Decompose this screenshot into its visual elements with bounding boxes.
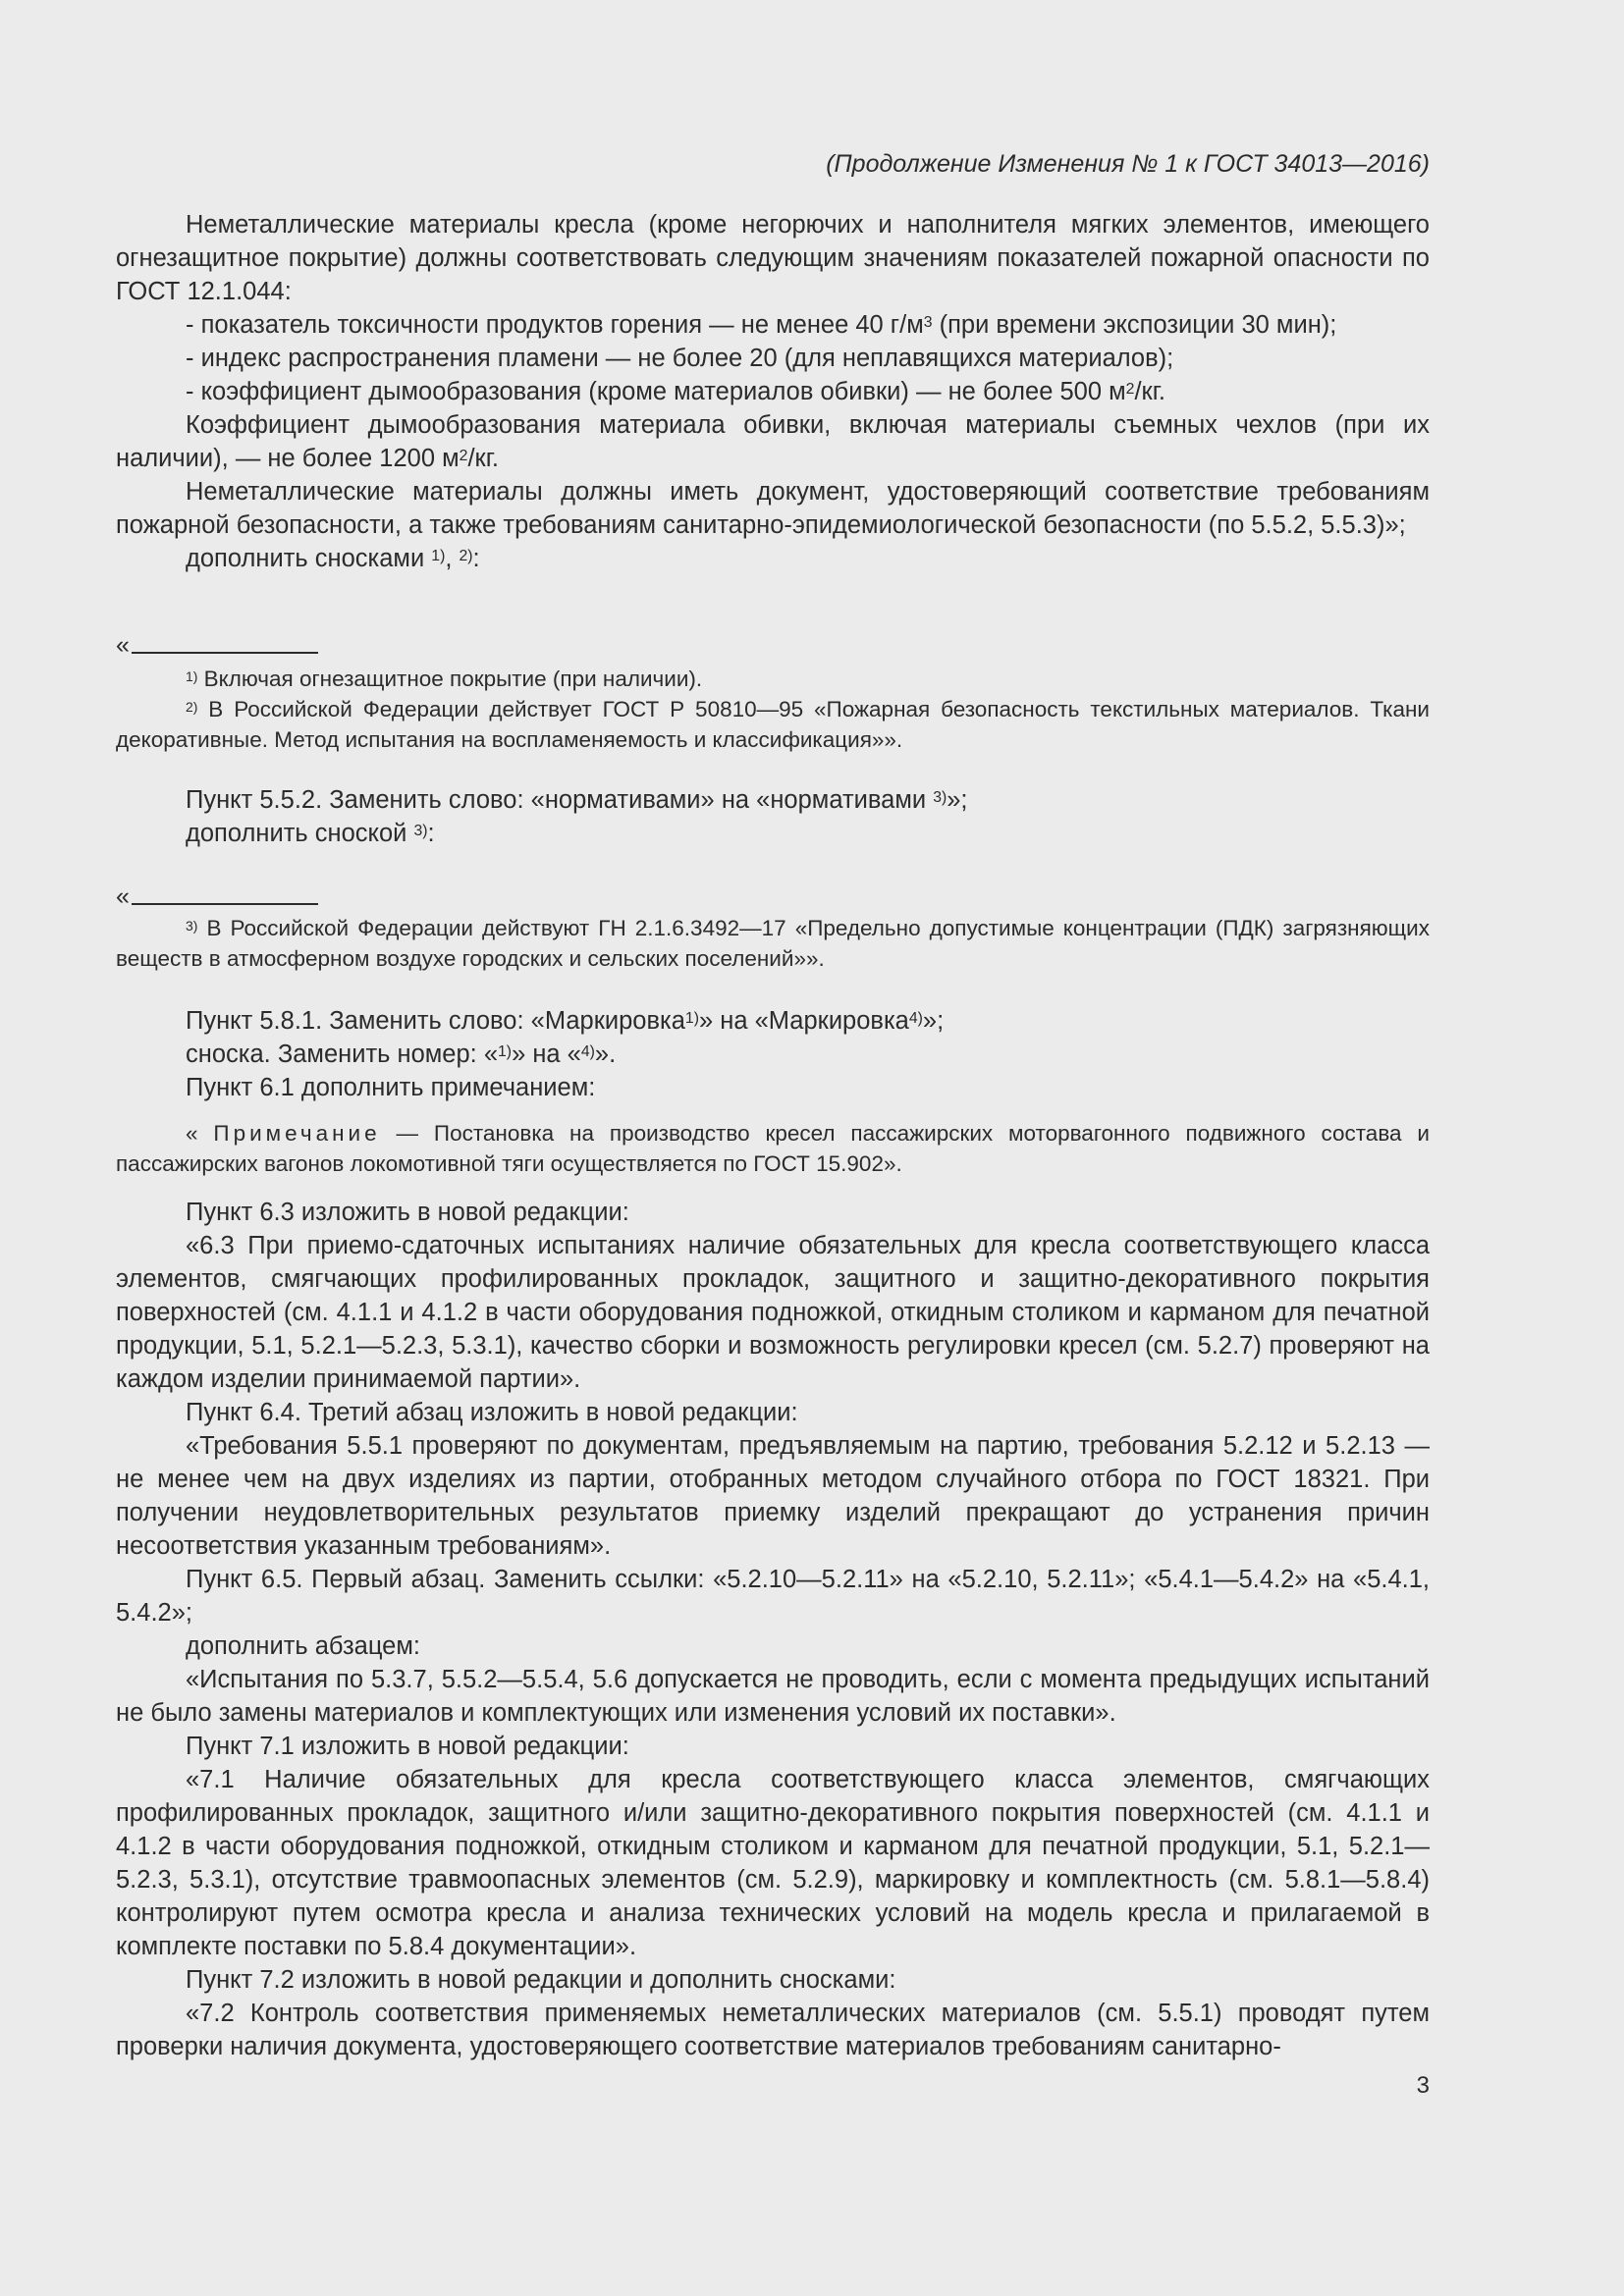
paragraph: «Требования 5.5.1 проверяют по документам, предъявляемым на партию, требования 5.2.12 и 5.2.13 — не менее чем на двух изделиях из партии, отобранных методом случайного отбора по ГОСТ 18321. При получении неудовлетворительных результатов приемку изделий прекращают до устранения причин несоответствия указанным требованиям». — [116, 1432, 1430, 1560]
footnote: $^{2)}$ В Российской Федерации действует ГОСТ Р 50810—95 «Пожарная безопасность текстильных материалов. Ткани декоративные. Метод испытания на воспламеняемость и классификация»». — [116, 697, 1430, 752]
footnote: $^{3)}$ В Российской Федерации действуют ГН 2.1.6.3492—17 «Предельно допустимые концентрации (ПДК) загрязняющих веществ в атмосферном воздухе городских и сельских поселений»». — [116, 916, 1430, 971]
paragraph: дополнить сносками $^{1)}$, $^{2)}$: — [186, 545, 480, 572]
section-5-5-2 — [116, 783, 1430, 850]
paragraph: Пункт 5.5.2. Заменить слово: «нормативами» на «нормативами $^{3)}$»; — [186, 786, 968, 814]
note — [116, 1118, 1430, 1179]
paragraph: дополнить сноской $^{3)}$: — [186, 820, 435, 847]
paragraph: Неметаллические материалы кресла (кроме негорючих и наполнителя мягких элементов, имеющего огнезащитное покрытие) должны соответствовать следующим значениям показателей пожарной опасности по ГОСТ 12.1.044: — [116, 211, 1430, 305]
page-header: (Продолжение Изменения № 1 к ГОСТ 34013—2016) — [826, 150, 1430, 178]
footnote-separator: « — [116, 630, 1430, 660]
paragraph: «Испытания по 5.3.7, 5.5.2—5.5.4, 5.6 допускается не проводить, если с момента предыдущих испытаний не было замены материалов и комплектующих или изменения условий их поставки». — [116, 1666, 1430, 1727]
section-5-8-1 — [116, 1004, 1430, 1104]
list-item: - индекс распространения пламени — не более 20 (для неплавящихся материалов); — [186, 345, 1174, 372]
paragraph: «6.3 При приемо-сдаточных испытаниях наличие обязательных для кресла соответствующего класса элементов, смягчающих профилированных прокладок, защитного и защитно-декоративного покрытия поверхностей (см. 4.1.1 и 4.1.2 в части оборудования подножкой, откидным столиком и карманом для печатной продукции, 5.1, 5.2.1—5.2.3, 5.3.1), качество сборки и возможность регулировки кресел (см. 5.2.7) проверяют на каждом изделии принимаемой партии». — [116, 1232, 1430, 1393]
list-item: - показатель токсичности продуктов горения — не менее 40 $г/м^3$ (при времени экспозиции 30 мин); — [186, 311, 1337, 339]
paragraph: Пункт 6.3 изложить в новой редакции: — [186, 1199, 629, 1226]
footnote-separator: « — [116, 881, 1430, 911]
note-text: « Примечание — Постановка на производство кресел пассажирских моторвагонного подвижного состава и пассажирских вагонов локомотивной тяги осуществляется по ГОСТ 15.902». — [116, 1121, 1430, 1176]
paragraph: Пункт 5.8.1. Заменить слово: «Маркировка$^{1)}$» на «Маркировка$^{4)}$»; — [186, 1007, 945, 1035]
paragraph: Пункт 6.5. Первый абзац. Заменить ссылки: «5.2.10—5.2.11» на «5.2.10, 5.2.11»; «5.4.1—5.4.2» на «5.4.1, 5.4.2»; — [116, 1566, 1430, 1627]
list-item: - коэффициент дымообразования (кроме материалов обивки) — не более 500 $м^2/кг$. — [186, 378, 1165, 405]
paragraph: Пункт 6.1 дополнить примечанием: — [186, 1074, 596, 1101]
section-fire-safety — [116, 208, 1430, 575]
paragraph: Пункт 6.4. Третий абзац изложить в новой редакции: — [186, 1399, 798, 1426]
paragraph: дополнить абзацем: — [186, 1632, 420, 1660]
paragraph: Пункт 7.1 изложить в новой редакции: — [186, 1733, 629, 1760]
footnote-rule — [132, 903, 318, 905]
footnote-3 — [116, 913, 1430, 974]
page-number: 3 — [1416, 2072, 1430, 2099]
footnote-rule — [132, 652, 318, 654]
paragraph: «7.1 Наличие обязательных для кресла соответствующего класса элементов, смягчающих профилированных прокладок, защитного и/или защитно-декоративного покрытия поверхностей (см. 4.1.1 и 4.1.2 в части оборудования подножкой, откидным столиком и карманом для печатной продукции, 5.1, 5.2.1—5.2.3, 5.3.1), отсутствие травмоопасных элементов (см. 5.2.9), маркировку и комплектность (см. 5.8.1—5.8.4) контролируют путем осмотра кресла и анализа технических условий на модель кресла и прилагаемой в комплекте поставки по 5.8.4 документации». — [116, 1766, 1430, 1960]
paragraph: Пункт 7.2 изложить в новой редакции и дополнить сносками: — [186, 1966, 896, 1994]
paragraph: «7.2 Контроль соответствия применяемых неметаллических материалов (см. 5.5.1) проводят путем проверки наличия документа, удостоверяющего соответствие материалов требованиям санитарно- — [116, 2000, 1430, 2060]
paragraph: сноска. Заменить номер: «$^{1)}$» на «$^{4)}$». — [186, 1041, 617, 1068]
section-6-7 — [116, 1196, 1430, 2063]
footnotes-1-2 — [116, 664, 1430, 755]
paragraph: Неметаллические материалы должны иметь документ, удостоверяющий соответствие требованиям пожарной безопасности, а также требованиям санитарно-эпидемиологической безопасности (по 5.5.2, 5.5.3)»; — [116, 478, 1430, 539]
paragraph: Коэффициент дымообразования материала обивки, включая материалы съемных чехлов (при их наличии), — не более 1200 $м^2/кг$. — [116, 411, 1430, 472]
footnote: $^{1)}$ Включая огнезащитное покрытие (при наличии). — [186, 667, 703, 691]
